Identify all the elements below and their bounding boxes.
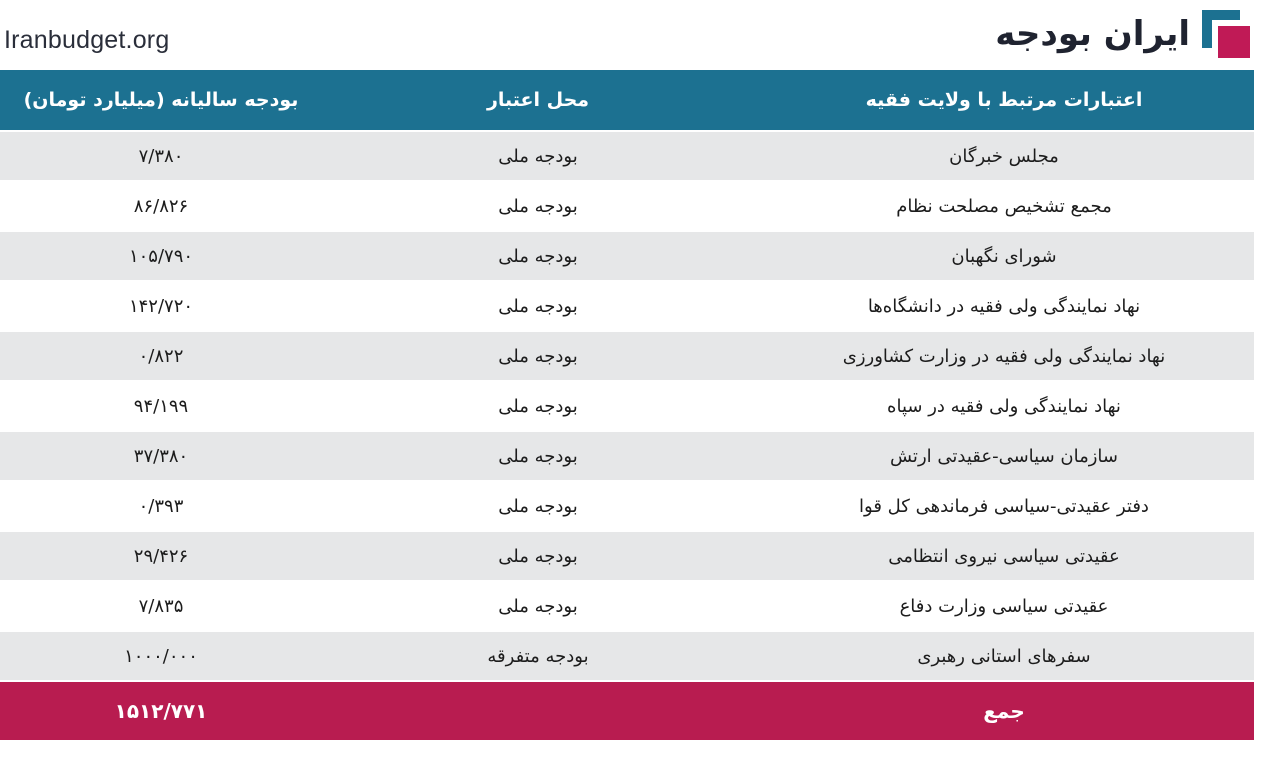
budget-table xyxy=(0,70,1254,742)
row-name: نهاد نمایندگی ولی فقیه در سپاه xyxy=(887,395,1121,417)
row-budget: ۲۹/۴۲۶ xyxy=(133,545,189,567)
table-row xyxy=(0,632,1254,680)
row-location: بودجه ملی xyxy=(498,395,578,417)
row-budget: ۸۶/۸۲۶ xyxy=(133,195,189,217)
table-row xyxy=(0,432,1254,480)
row-location: بودجه ملی xyxy=(498,345,578,367)
row-budget: ۱۴۲/۷۲۰ xyxy=(128,295,194,317)
site-url[interactable]: Iranbudget.org xyxy=(4,26,170,54)
table-header xyxy=(0,70,1254,130)
header-budget: بودجه سالیانه (میلیارد تومان) xyxy=(23,89,299,111)
row-location: بودجه ملی xyxy=(498,195,578,217)
row-name: دفتر عقیدتی-سیاسی فرماندهی کل قوا xyxy=(859,495,1149,517)
row-budget: ۰/۳۹۳ xyxy=(138,495,184,517)
row-location: بودجه ملی xyxy=(498,295,578,317)
table-row xyxy=(0,282,1254,330)
row-budget: ۱۰۵/۷۹۰ xyxy=(128,245,194,267)
row-name: عقیدتی سیاسی نیروی انتظامی xyxy=(888,545,1120,567)
row-location: بودجه ملی xyxy=(498,245,578,267)
row-location: بودجه متفرقه xyxy=(487,645,589,667)
row-location: بودجه ملی xyxy=(498,145,578,167)
table-row xyxy=(0,582,1254,630)
row-budget: ۳۷/۳۸۰ xyxy=(133,445,189,467)
row-budget: ۷/۸۳۵ xyxy=(138,595,184,617)
total-label: جمع xyxy=(983,699,1025,723)
table-row xyxy=(0,182,1254,230)
row-budget: ۹۴/۱۹۹ xyxy=(133,395,189,417)
table-row xyxy=(0,332,1254,380)
table-row xyxy=(0,132,1254,180)
row-name: سازمان سیاسی-عقیدتی ارتش xyxy=(889,445,1118,467)
table-row xyxy=(0,482,1254,530)
total-value: ۱۵۱۲/۷۷۱ xyxy=(114,699,208,723)
header-location: محل اعتبار xyxy=(486,89,590,111)
row-name: شورای نگهبان xyxy=(951,245,1057,267)
table-row xyxy=(0,532,1254,580)
row-name: مجمع تشخیص مصلحت نظام xyxy=(896,195,1112,217)
header-name: اعتبارات مرتبط با ولایت فقیه xyxy=(865,89,1143,111)
logo[interactable] xyxy=(995,10,1250,58)
row-budget: ۰/۸۲۲ xyxy=(138,345,184,367)
logo-text: ایران بودجه xyxy=(995,14,1190,54)
row-name: نهاد نمایندگی ولی فقیه در وزارت کشاورزی xyxy=(842,345,1166,367)
table-row xyxy=(0,382,1254,430)
row-location: بودجه ملی xyxy=(498,595,578,617)
row-budget: ۱۰۰۰/۰۰۰ xyxy=(124,645,198,667)
row-name: مجلس خبرگان xyxy=(949,145,1059,167)
row-location: بودجه ملی xyxy=(498,545,578,567)
row-location: بودجه ملی xyxy=(498,445,578,467)
table-total-row xyxy=(0,682,1254,740)
logo-mark-icon xyxy=(1202,10,1250,58)
row-budget: ۷/۳۸۰ xyxy=(138,145,184,167)
row-name: سفرهای استانی رهبری xyxy=(917,645,1091,667)
row-location: بودجه ملی xyxy=(498,495,578,517)
table-row xyxy=(0,232,1254,280)
row-name: نهاد نمایندگی ولی فقیه در دانشگاه‌ها xyxy=(867,295,1141,317)
row-name: عقیدتی سیاسی وزارت دفاع xyxy=(899,595,1109,617)
